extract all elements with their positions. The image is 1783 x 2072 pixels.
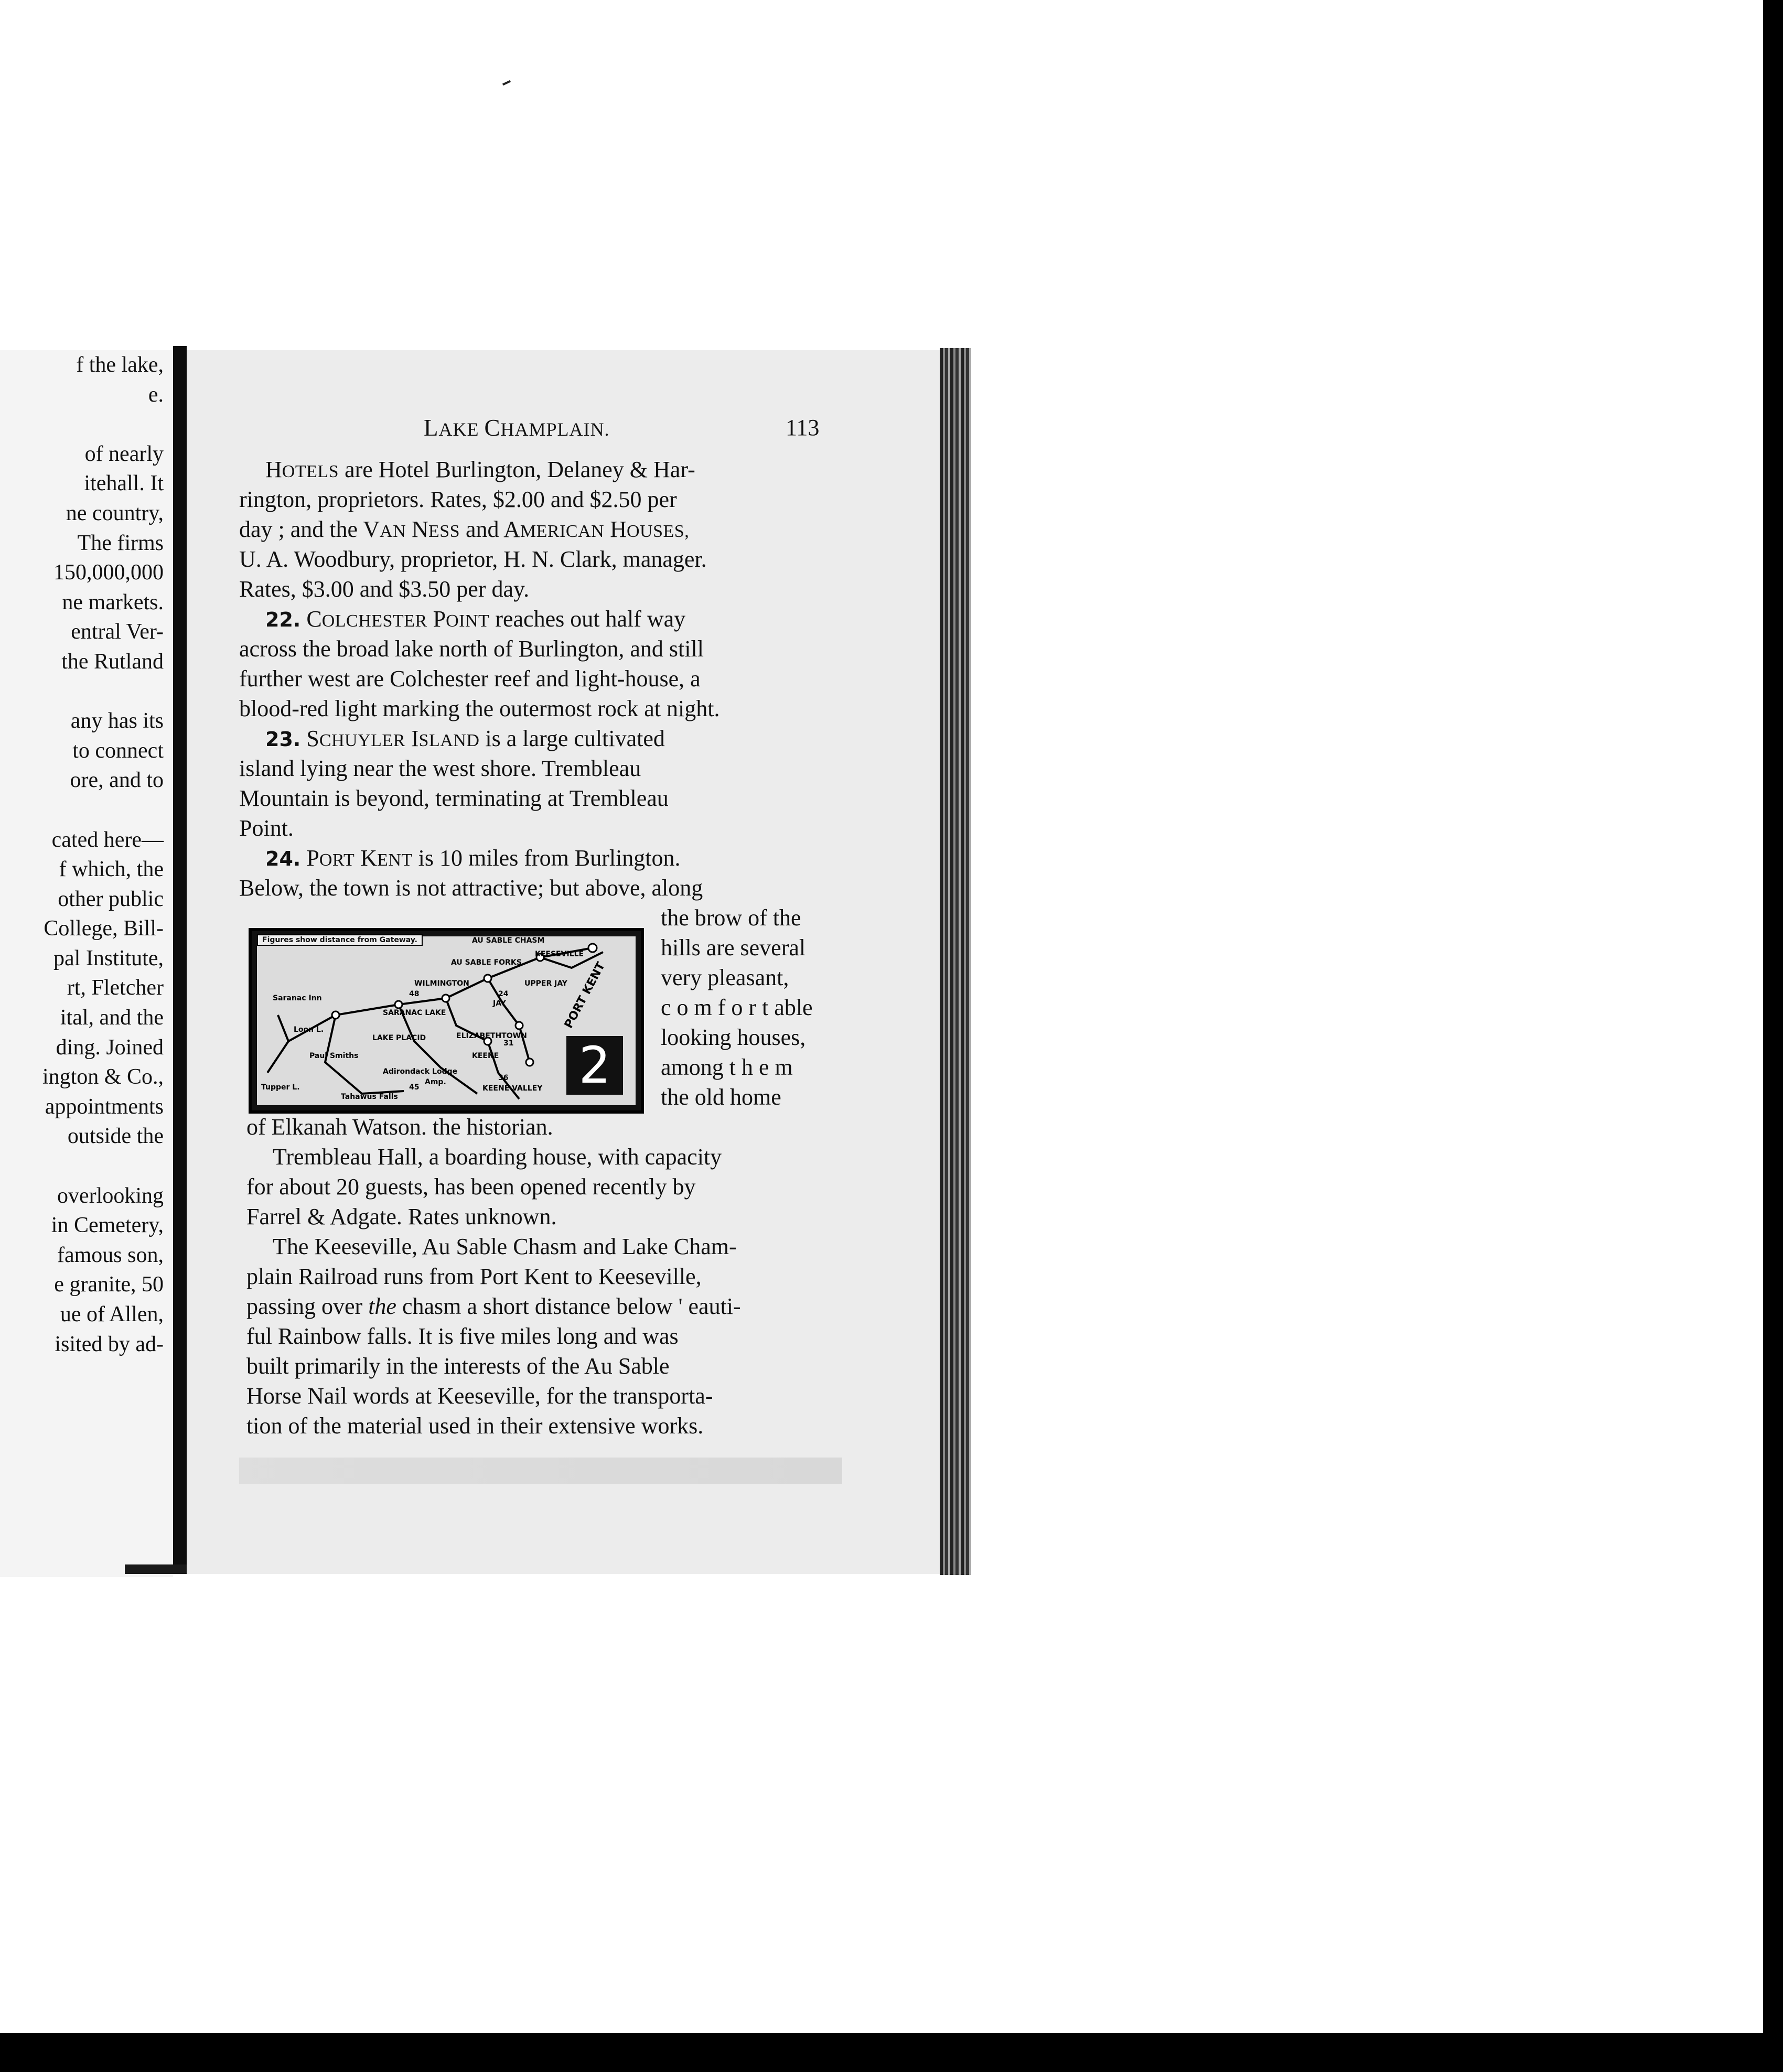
left-page-line: famous son, — [57, 1243, 164, 1267]
route-map — [249, 928, 644, 1114]
map-label-lake-placid: LAKE PLACID — [372, 1034, 426, 1042]
para-24-wrap-4: c o m f o r t able — [661, 995, 813, 1020]
map-label-keene: KEENE — [472, 1052, 499, 1060]
map-label-upper-jay: UPPER JAY — [524, 979, 567, 988]
left-page-line: e. — [148, 382, 164, 407]
para-24-line-end: of Elkanah Watson. the historian. — [246, 1114, 553, 1140]
railroad-line-2: plain Railroad runs from Port Kent to Keeseville, — [246, 1264, 702, 1289]
para-23-line-4: Point. — [239, 815, 294, 841]
railroad-line-5: built primarily in the interests of the Au Sable — [246, 1353, 670, 1379]
left-page-line: ue of Allen, — [60, 1302, 164, 1326]
map-label-jay: JAY — [493, 999, 506, 1008]
left-page-line: in Cemetery, — [51, 1213, 164, 1238]
left-page-line: ding. Joined — [56, 1035, 164, 1060]
map-distance-36: 36 — [498, 1074, 509, 1082]
map-label-tahawus: Tahawus Falls — [341, 1093, 398, 1101]
left-page-line: e granite, 50 — [54, 1272, 164, 1297]
para-24-wrap-6: among t h e m — [661, 1054, 793, 1080]
map-label-au-sable-forks: AU SABLE FORKS — [451, 958, 522, 967]
map-distance-48: 48 — [409, 990, 420, 998]
trembleau-line-1: Trembleau Hall, a boarding house, with capacity — [273, 1144, 722, 1170]
para-24-wrap-5: looking houses, — [661, 1024, 806, 1050]
left-page-line: other public — [58, 887, 164, 911]
left-page-line — [0, 795, 164, 825]
map-label-adirondack-lodge: Adirondack Lodge — [383, 1067, 458, 1076]
hotels-line-5: Rates, $3.00 and $3.50 per day. — [239, 576, 530, 602]
para-24-number: 24. — [265, 847, 301, 870]
left-page-line: ore, and to — [70, 768, 164, 793]
map-label-saranac-lake: SARANAC LAKE — [383, 1009, 446, 1017]
map-label-tupper-lake: Tupper L. — [261, 1083, 300, 1092]
map-label-keeseville: KEESEVILLE — [535, 950, 584, 958]
map-distance-24: 24 — [498, 990, 509, 998]
left-page-line: ne markets. — [62, 590, 164, 614]
left-page-line: f the lake, — [76, 353, 164, 377]
railroad-line-1: The Keeseville, Au Sable Chasm and Lake Cham- — [273, 1234, 737, 1259]
page-number: 113 — [786, 415, 820, 440]
railroad-line-7: tion of the material used in their extensive works. — [246, 1413, 704, 1439]
para-23-line-3: Mountain is beyond, terminating at Trembleau — [239, 785, 669, 811]
para-24-wrap-1: the brow of the — [661, 905, 801, 931]
left-page-line: f which, the — [59, 857, 164, 882]
para-24-line-2: Below, the town is not attractive; but above, along — [239, 875, 703, 901]
left-page-line: rt, Fletcher — [67, 976, 164, 1000]
left-page-line — [0, 677, 164, 707]
left-page-line: outside the — [67, 1124, 164, 1149]
left-page-line: ne country, — [66, 501, 164, 525]
hotels-line-1: HOTELS are Hotel Burlington, Delaney & Har- — [265, 457, 695, 482]
map-label-keene-valley: KEENE VALLEY — [482, 1084, 543, 1093]
para-22-number: 22. — [265, 608, 301, 631]
para-23-number: 23. — [265, 728, 301, 751]
left-page-line: of nearly — [84, 441, 164, 466]
railroad-line-6: Horse Nail words at Keeseville, for the transporta- — [246, 1383, 713, 1409]
bleed-through — [239, 1458, 842, 1484]
left-page-line — [0, 1151, 164, 1181]
left-page — [0, 350, 173, 1577]
railroad-line-3: passing over the chasm a short distance below ' eauti- — [246, 1293, 741, 1319]
map-label-ampersand: Amp. — [425, 1078, 446, 1086]
para-22-line-3: further west are Colchester reef and light-house, a — [239, 666, 701, 692]
para-24-line-1: 24. PORT KENT is 10 miles from Burlington. — [265, 845, 681, 871]
left-page-text — [0, 350, 164, 1359]
trembleau-line-3: Farrel & Adgate. Rates unknown. — [246, 1204, 557, 1229]
left-page-line: any has its — [70, 709, 164, 733]
left-page-line: 150,000,000 — [53, 560, 164, 585]
map-distance-45: 45 — [409, 1083, 420, 1092]
para-22-line-1: 22. COLCHESTER POINT reaches out half way — [265, 606, 686, 632]
left-page-line: ital, and the — [60, 1006, 164, 1030]
left-page-line — [0, 409, 164, 439]
para-24-wrap-7: the old home — [661, 1084, 781, 1110]
running-head: LAKE CHAMPLAIN. — [424, 415, 610, 441]
map-label-paul-smiths: Paul Smiths — [309, 1052, 359, 1060]
para-23-line-2: island lying near the west shore. Trembleau — [239, 756, 641, 781]
left-page-line: College, Bill- — [44, 916, 164, 941]
page-edges — [940, 348, 971, 1575]
left-page-line: itehall. It — [84, 471, 164, 496]
map-label-au-sable-chasm: AU SABLE CHASM — [472, 936, 545, 945]
left-page-line: the Rutland — [61, 649, 164, 674]
map-distance-31: 31 — [503, 1039, 514, 1048]
map-label-saranac-inn: Saranac Inn — [273, 994, 322, 1002]
left-page-line: pal Institute, — [53, 946, 164, 970]
para-23-line-1: 23. SCHUYLER ISLAND is a large cultivated — [265, 726, 665, 751]
map-label-loon-lake: Loon L. — [294, 1026, 324, 1034]
railroad-line-4: ful Rainbow falls. It is five miles long and was — [246, 1323, 679, 1349]
hotels-line-2: rington, proprietors. Rates, $2.00 and $2.50 per — [239, 487, 677, 512]
map-caption: Figures show distance from Gateway. — [257, 934, 423, 946]
left-page-line: isited by ad- — [55, 1332, 164, 1356]
hotels-line-4: U. A. Woodbury, proprietor, H. N. Clark, manager. — [239, 546, 707, 572]
scan-border-right — [1763, 0, 1783, 2072]
book-spine — [173, 346, 187, 1572]
map-label-wilmington: WILMINGTON — [414, 979, 469, 988]
map-label-elizabethtown: ELIZABETHTOWN — [456, 1032, 527, 1040]
para-24-wrap-3: very pleasant, — [661, 965, 789, 990]
left-page-line: ington & Co., — [42, 1065, 164, 1089]
trembleau-line-2: for about 20 guests, has been opened recently by — [246, 1174, 696, 1200]
scan-border-bottom — [0, 2033, 1783, 2072]
hotels-line-3: day ; and the VAN NESS and AMERICAN HOUSES, — [239, 516, 690, 542]
map-label-port-kent: PORT KENT — [562, 960, 608, 1031]
para-24-wrap-2: hills are several — [661, 935, 806, 961]
dust-speck — [502, 80, 511, 85]
para-22-line-2: across the broad lake north of Burlington, and still — [239, 636, 704, 662]
para-22-line-4: blood-red light marking the outermost rock at night. — [239, 696, 720, 721]
left-page-line: cated here— — [51, 827, 164, 852]
map-number: 2 — [566, 1036, 623, 1095]
left-page-line: to connect — [72, 738, 164, 763]
left-page-line: overlooking — [57, 1183, 164, 1208]
left-page-line: appointments — [45, 1094, 164, 1119]
left-page-line: entral Ver- — [71, 620, 164, 644]
left-page-line: The firms — [77, 531, 164, 555]
